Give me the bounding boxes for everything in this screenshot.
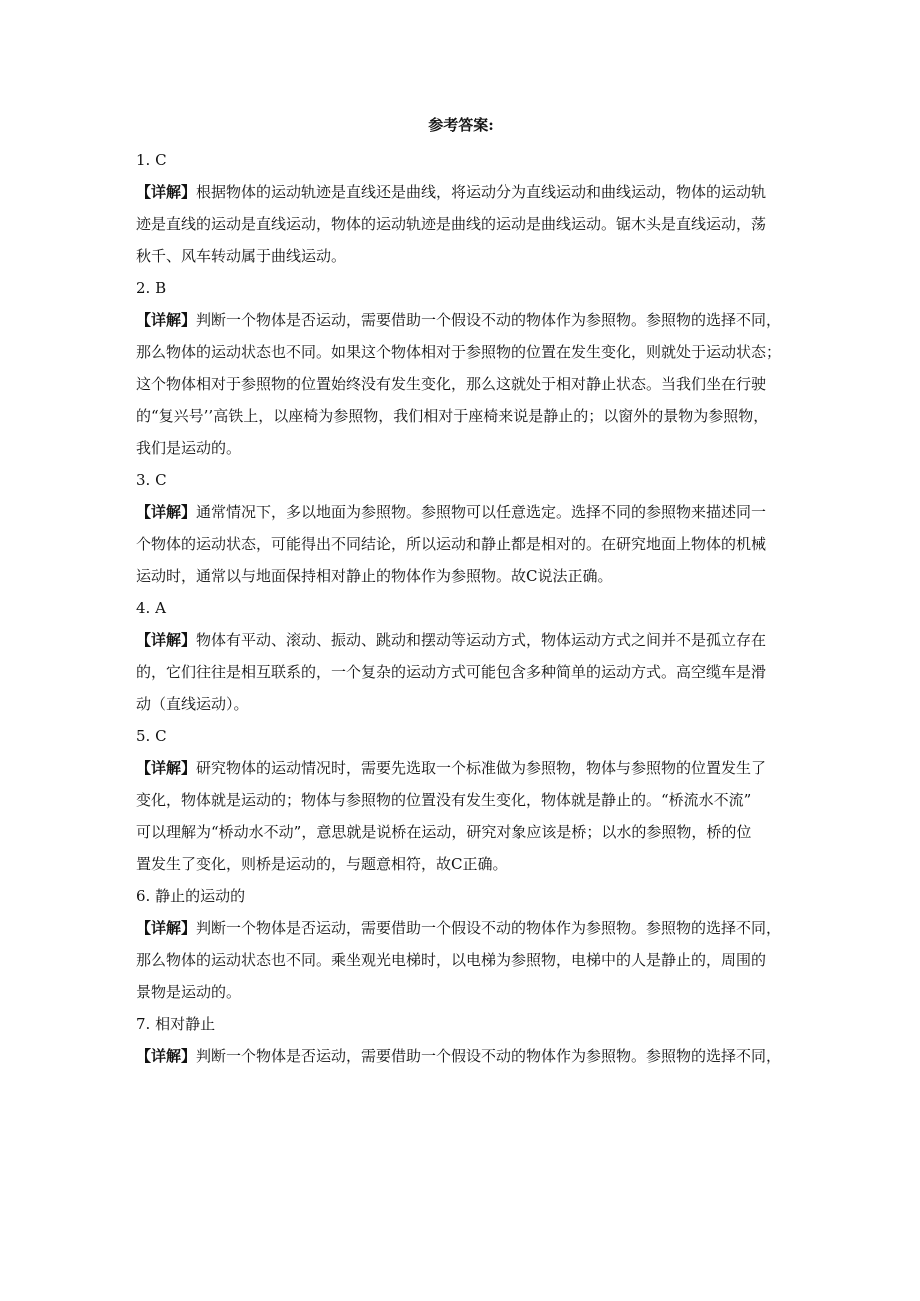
explanation-text: 判断一个物体是否运动，需要借助一个假设不动的物体作为参照物。参照物的选择不同，: [196, 311, 782, 329]
explanation-line: [136, 816, 786, 848]
explanation-text: 物体有平动、滚动、振动、跳动和摆动等运动方式，物体运动方式之间并不是孤立存在: [196, 631, 767, 649]
explanation-text: 通常情况下，多以地面为参照物。参照物可以任意选定。选择不同的参照物来描述同一: [196, 503, 767, 521]
explanation-text: 运动时，通常以与地面保持相对静止的物体作为参照物。故C说法正确。: [136, 567, 613, 585]
explanation-line: [136, 752, 786, 784]
explanation-tag: 【详解】: [136, 183, 197, 201]
explanation-tag: 【详解】: [136, 1047, 197, 1065]
explanation-tag: 【详解】: [136, 503, 197, 521]
answer-number: 7. 相对静止: [136, 1015, 216, 1033]
explanation-line: [136, 208, 786, 240]
explanation-line: [136, 560, 786, 592]
explanation-text: 秋千、风车转动属于曲线运动。: [136, 247, 347, 265]
explanation-line: [136, 432, 786, 464]
explanation-line: [136, 336, 786, 368]
page-title: 参考答案:: [428, 116, 494, 134]
explanation-line: [136, 176, 786, 208]
explanation-tag: 【详解】: [136, 631, 197, 649]
explanation-text: 置发生了变化，则桥是运动的，与题意相符，故C正确。: [136, 855, 508, 873]
explanation-line: [136, 976, 786, 1008]
explanation-text: 根据物体的运动轨迹是直线还是曲线，将运动分为直线运动和曲线运动，物体的运动轨: [196, 183, 767, 201]
answer-number: 5. C: [136, 727, 167, 745]
explanation-line: [136, 656, 786, 688]
explanation-text: 那么物体的运动状态也不同。如果这个物体相对于参照物的位置在发生变化，则就处于运动状态；: [136, 343, 782, 361]
explanation-line: [136, 400, 786, 432]
answer-number: 2. B: [136, 279, 167, 297]
explanation-tag: 【详解】: [136, 759, 197, 777]
explanation-text: 动（直线运动）。: [136, 695, 249, 713]
explanation-line: [136, 304, 786, 336]
answer-document: [136, 112, 786, 1072]
explanation-text: 研究物体的运动情况时，需要先选取一个标准做为参照物，物体与参照物的位置发生了: [196, 759, 767, 777]
answer-number: 3. C: [136, 471, 167, 489]
explanation-line: [136, 912, 786, 944]
explanation-line: [136, 944, 786, 976]
explanation-text: 的“复兴号’’高铁上，以座椅为参照物，我们相对于座椅来说是静止的；以窗外的景物为参照物，: [136, 407, 769, 425]
answer-number: 6. 静止的运动的: [136, 887, 246, 905]
explanation-text: 判断一个物体是否运动，需要借助一个假设不动的物体作为参照物。参照物的选择不同，: [196, 919, 782, 937]
explanation-line: [136, 240, 786, 272]
explanation-line: [136, 624, 786, 656]
explanation-tag: 【详解】: [136, 919, 197, 937]
answer-list: [136, 144, 786, 1072]
explanation-line: [136, 688, 786, 720]
explanation-text: 的，它们往往是相互联系的，一个复杂的运动方式可能包含多种简单的运动方式。高空缆车是滑: [136, 663, 767, 681]
explanation-tag: 【详解】: [136, 311, 197, 329]
explanation-line: [136, 848, 786, 880]
explanation-line: [136, 368, 786, 400]
explanation-text: 判断一个物体是否运动，需要借助一个假设不动的物体作为参照物。参照物的选择不同，: [196, 1047, 782, 1065]
explanation-text: 可以理解为“桥动水不动”，意思就是说桥在运动，研究对象应该是桥；以水的参照物，桥的位: [136, 823, 752, 841]
answer-number: 4. A: [136, 599, 166, 617]
explanation-text: 这个物体相对于参照物的位置始终没有发生变化，那么这就处于相对静止状态。当我们坐在行驶: [136, 375, 767, 393]
explanation-line: [136, 496, 786, 528]
answer-number: 1. C: [136, 151, 167, 169]
explanation-text: 个物体的运动状态，可能得出不同结论，所以运动和静止都是相对的。在研究地面上物体的机械: [136, 535, 767, 553]
explanation-text: 景物是运动的。: [136, 983, 242, 1001]
explanation-line: [136, 1040, 786, 1072]
explanation-text: 迹是直线的运动是直线运动，物体的运动轨迹是曲线的运动是曲线运动。锯木头是直线运动，荡: [136, 215, 767, 233]
explanation-line: [136, 528, 786, 560]
explanation-text: 那么物体的运动状态也不同。乘坐观光电梯时，以电梯为参照物，电梯中的人是静止的，周围的: [136, 951, 767, 969]
explanation-line: [136, 784, 786, 816]
explanation-text: 我们是运动的。: [136, 439, 242, 457]
explanation-text: 变化，物体就是运动的；物体与参照物的位置没有发生变化，物体就是静止的。“桥流水不流”: [136, 791, 752, 809]
